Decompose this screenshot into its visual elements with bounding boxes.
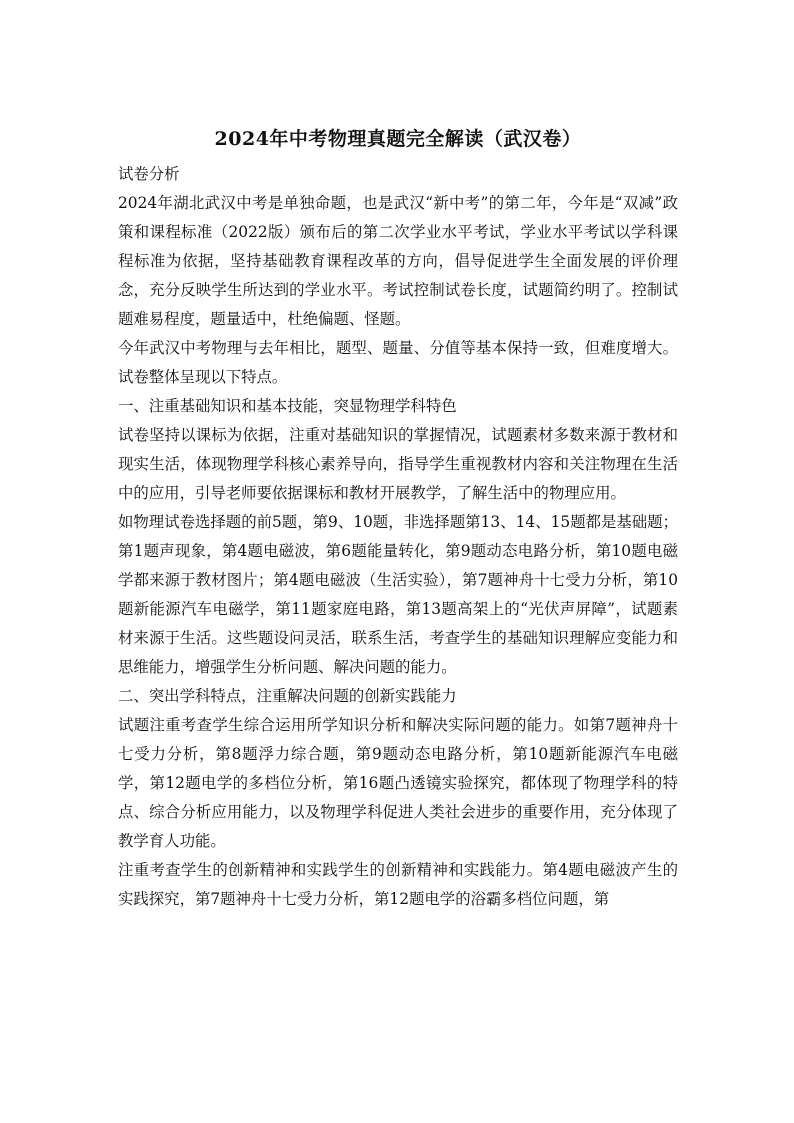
heading-feature-two: 二、突出学科特点，注重解决问题的创新实践能力 [118, 687, 457, 705]
document-title: 2024年中考物理真题完全解读（武汉卷） [214, 128, 582, 150]
paragraph-comparison: 今年武汉中考物理与去年相比，题型、题量、分值等基本保持一致，但难度增大。试卷整体呈现以下特点。 [118, 339, 678, 386]
paragraph-feature-two-innovation: 注重考查学生的创新精神和实践学生的创新精神和实践能力。第4题电磁波产生的实践探究，第7题神舟十七受力分析，第12题电学的浴霸多档位问题，第 [118, 861, 678, 908]
paragraph-intro: 2024年湖北武汉中考是单独命题，也是武汉“新中考”的第二年，今年是“双减”政策和课程标准（2022版）颁布后的第二次学业水平考试，学业水平考试以学科课程标准为依据，坚持基础教育课程改革的方向，倡导促进学生全面发展的评价理念，充分反映学生所达到的学业水平。考试控制试卷长度，试题简约明了。控制试题难易程度，题量适中，杜绝偏题、怪题。 [118, 194, 678, 328]
paragraph-feature-two-body: 试题注重考查学生综合运用所学知识分析和解决实际问题的能力。如第7题神舟十七受力分析，第8题浮力综合题，第9题动态电路分析，第10题新能源汽车电磁学，第12题电学的多档位分析，第16题凸透镜实验探究，都体现了物理学科的特点、综合分析应用能力，以及物理学科促进人类社会进步的重要作用，充分体现了教学育人功能。 [118, 716, 678, 850]
section-label: 试卷分析 [118, 165, 180, 183]
heading-feature-one: 一、注重基础知识和基本技能，突显物理学科特色 [118, 397, 457, 415]
document-content [118, 126, 678, 914]
paragraph-feature-one-examples: 如物理试卷选择题的前5题，第9、10题，非选择题第13、14、15题都是基础题；第1题声现象，第4题电磁波，第6题能量转化，第9题动态电路分析，第10题电磁学都来源于教材图片；第4题电磁波（生活实验），第7题神舟十七受力分析，第10题新能源汽车电磁学，第11题家庭电路，第13题高架上的“光伏声屏障”，试题素材来源于生活。这些题设问灵活，联系生活，考查学生的基础知识理解应变能力和思维能力，增强学生分析问题、解决问题的能力。 [118, 513, 678, 676]
paragraph-feature-one-body: 试卷坚持以课标为依据，注重对基础知识的掌握情况，试题素材多数来源于教材和现实生活，体现物理学科核心素养导向，指导学生重视教材内容和关注物理在生活中的应用，引导老师要依据课标和教材开展教学，了解生活中的物理应用。 [118, 426, 678, 502]
